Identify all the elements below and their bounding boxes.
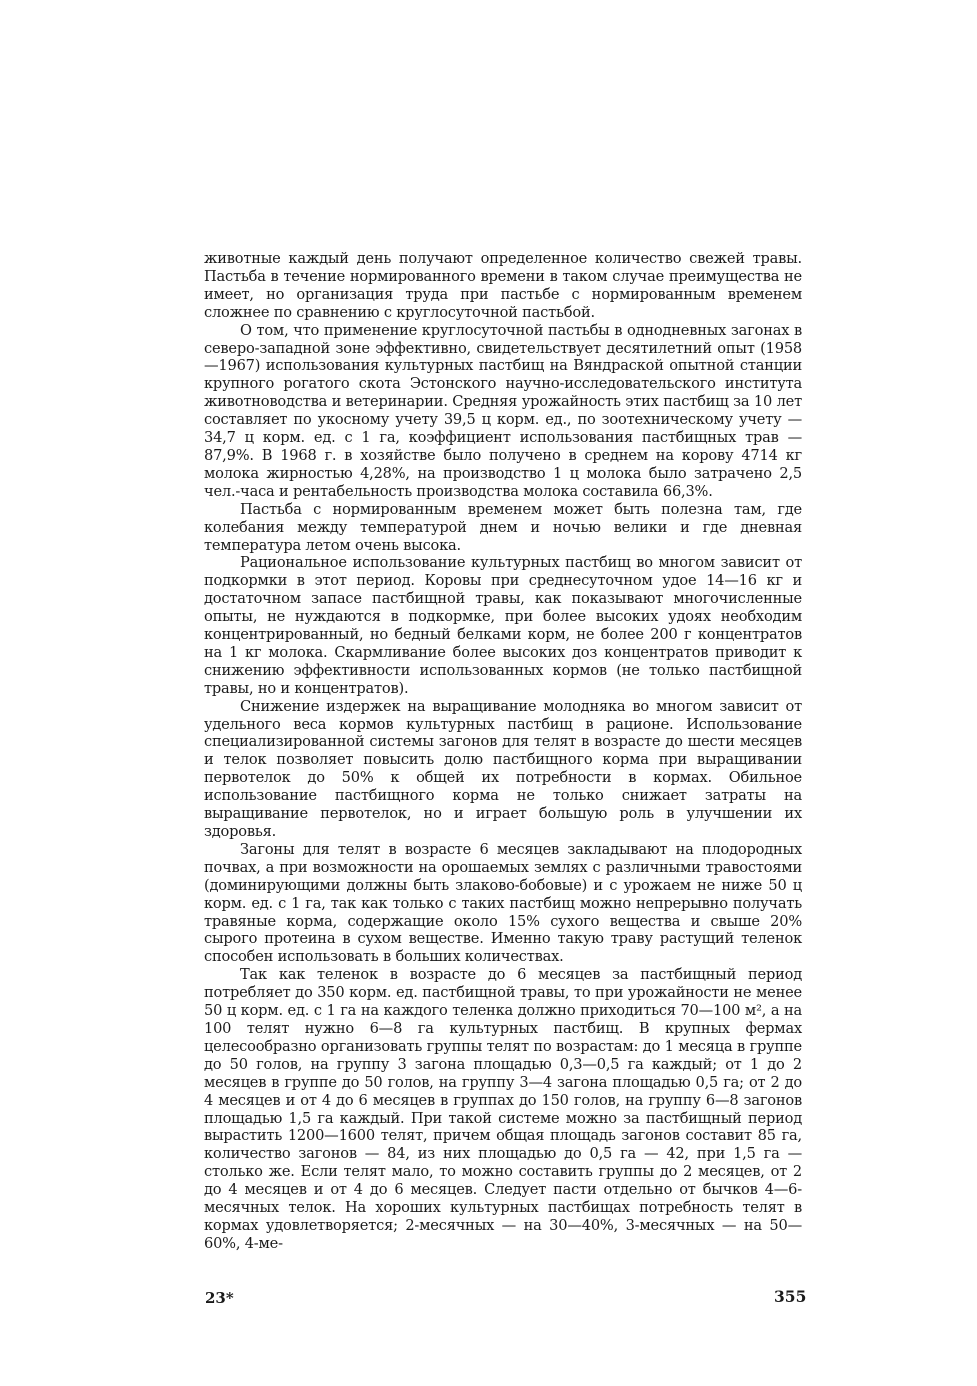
paragraph-5: Снижение издержек на выращивание молодняка во многом зависит от удельного веса кормов культурных пастбищ в рационе. Использование специализированной системы загонов для телят в возрасте до шести месяцев и телок позволяет повысить долю пастбищного корма при выращивании первотелок до 50% к общей их потребности в кормах. Обильное использование пастбищного корма не только снижает затраты на выращивание первотелок, но и играет большую роль в улучшении их здоровья. bbox=[204, 697, 802, 840]
paragraph-1: животные каждый день получают определенное количество свежей травы. Пастьба в течение нормированного времени в таком случае преимущества не имеет, но организация труда при пастьбе с нормированным временем сложнее по сравнению с круглосуточной пастьбой. bbox=[204, 250, 802, 321]
page-body bbox=[204, 250, 802, 1253]
paragraph-6: Загоны для телят в возрасте 6 месяцев закладывают на плодородных почвах, а при возможности на орошаемых землях с различными травостоями (доминирующими должны быть злаково-бобовые) и с урожаем не ниже 50 ц корм. ед. с 1 га, так как только с таких пастбищ можно непрерывно получать травяные корма, содержащие около 15% сухого вещества и свыше 20% сырого протеина в сухом веществе. Именно такую траву растущий теленок способен использовать в больших количествах. bbox=[204, 840, 802, 966]
page-number: 355 bbox=[774, 1287, 807, 1306]
paragraph-3: Пастьба с нормированным временем может быть полезна там, где колебания между температурой днем и ночью велики и где дневная температура летом очень высока. bbox=[204, 500, 802, 554]
paragraph-2: О том, что применение круглосуточной пастьбы в однодневных загонах в северо-западной зоне эффективно, свидетельствует десятилетний опыт (1958—1967) использования культурных пастбищ на Вяндраской опытной станции крупного рогатого скота Эстонского научно-исследовательского института животноводства и ветеринарии. Средняя урожайность этих пастбищ за 10 лет составляет по укосному учету 39,5 ц корм. ед., по зоотехническому учету — 34,7 ц корм. ед. с 1 га, коэффициент использования пастбищных трав — 87,9%. В 1968 г. в хозяйстве было получено в среднем на корову 4714 кг молока жирностью 4,28%, на производство 1 ц молока было затрачено 2,5 чел.-часа и рентабельность производства молока составила 66,3%. bbox=[204, 321, 802, 500]
printer-signature: 23* bbox=[205, 1289, 234, 1307]
paragraph-4: Рациональное использование культурных пастбищ во многом зависит от подкормки в этот период. Коровы при среднесуточном удое 14—16 кг и достаточном запасе пастбищной травы, как показывают многочисленные опыты, не нуждаются в подкормке, при более высоких удоях необходим концентрированный, но бедный белками корм, не более 200 г концентратов на 1 кг молока. Скармливание более высоких доз концентратов приводит к снижению эффективности использованных кормов (не только пастбищной травы, но и концентратов). bbox=[204, 554, 802, 697]
paragraph-7: Так как теленок в возрасте до 6 месяцев за пастбищный период потребляет до 350 корм. ед. пастбищной травы, то при урожайности не менее 50 ц корм. ед. с 1 га на каждого теленка должно приходиться 70—100 м², а на 100 телят нужно 6—8 га культурных пастбищ. В крупных фермах целесообразно организовать группы телят по возрастам: до 1 месяца в группе до 50 голов, на группу 3 загона площадью 0,3—0,5 га каждый; от 1 до 2 месяцев в группе до 50 голов, на группу 3—4 загона площадью 0,5 га; от 2 до 4 месяцев и от 4 до 6 месяцев в группах до 150 голов, на группу 6—8 загонов площадью 1,5 га каждый. При такой системе можно за пастбищный период вырастить 1200—1600 телят, причем общая площадь загонов составит 85 га, количество загонов — 84, из них площадью до 0,5 га — 42, при 1,5 га — столько же. Если телят мало, то можно составить группы до 2 месяцев, от 2 до 4 месяцев и от 4 до 6 месяцев. Следует пасти отдельно от бычков 4—6-месячных телок. На хороших культурных пастбищах потребность телят в кормах удовлетворяется; 2-месячных — на 30—40%, 3-месячных — на 50—60%, 4-ме- bbox=[204, 966, 802, 1252]
